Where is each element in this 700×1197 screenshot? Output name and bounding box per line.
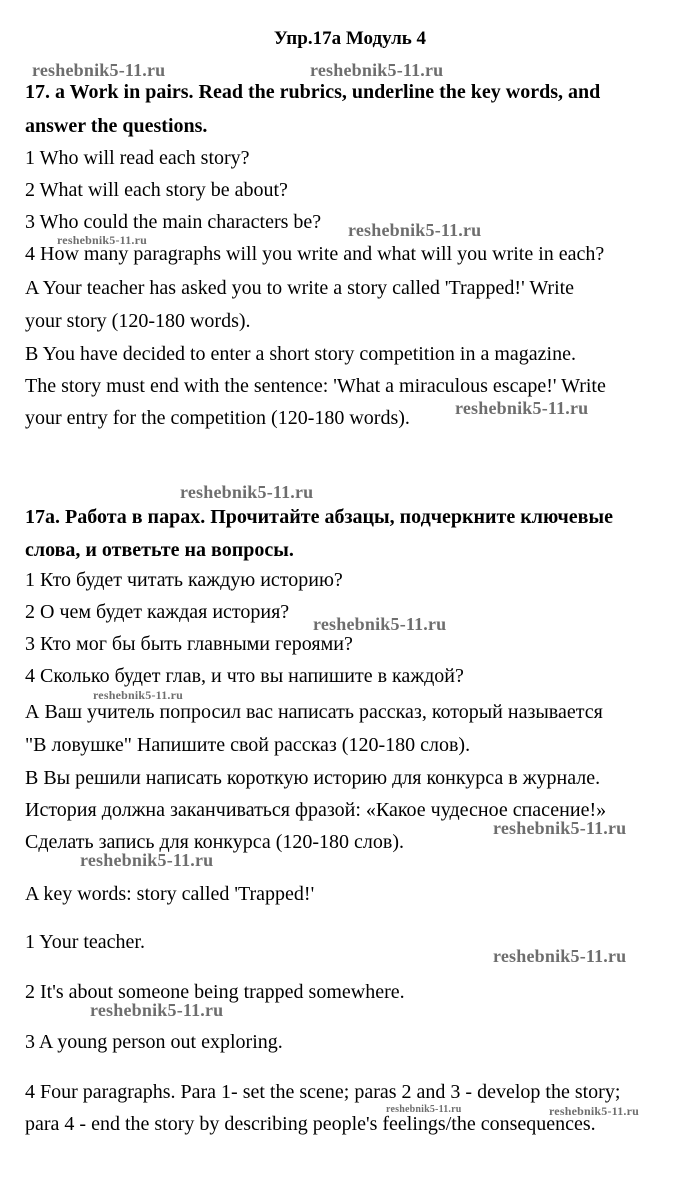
english-question-2: 2 What will each story be about? — [25, 179, 288, 201]
russian-question-4: 4 Сколько будет глав, и что вы напишите в каждой? — [25, 665, 464, 687]
english-question-3: 3 Who could the main characters be? — [25, 211, 322, 233]
watermark: reshebnik5-11.ru — [80, 850, 214, 870]
watermark: reshebnik5-11.ru — [93, 688, 183, 702]
english-rubric-a-line-1: A Your teacher has asked you to write a story called 'Trapped!' Write — [25, 277, 575, 299]
watermark: reshebnik5-11.ru — [180, 482, 314, 502]
english-heading-line-1: 17. a Work in pairs. Read the rubrics, underline the key words, and — [25, 81, 601, 103]
watermark: reshebnik5-11.ru — [90, 1000, 224, 1020]
watermark: reshebnik5-11.ru — [386, 1104, 462, 1115]
russian-rubric-b-line-3: Сделать запись для конкурса (120-180 слов). — [25, 831, 404, 853]
answer-1: 1 Your teacher. — [25, 931, 145, 953]
russian-question-2: 2 О чем будет каждая история? — [25, 601, 290, 623]
answer-2: 2 It's about someone being trapped somewhere. — [25, 981, 405, 1003]
english-rubric-a-line-2: your story (120-180 words). — [25, 310, 251, 332]
english-rubric-b-line-1: B You have decided to enter a short story competition in a magazine. — [25, 343, 576, 365]
english-rubric-b-line-2: The story must end with the sentence: 'What a miraculous escape!' Write — [25, 375, 606, 397]
answer-4-line-2: para 4 - end the story by describing people's feelings/the consequences. — [25, 1113, 596, 1135]
watermark: reshebnik5-11.ru — [493, 946, 627, 966]
answer-4-line-1: 4 Four paragraphs. Para 1- set the scene; paras 2 and 3 - develop the story; — [25, 1081, 621, 1103]
page-title: Упр.17а Модуль 4 — [273, 28, 427, 49]
english-rubric-b-line-3: your entry for the competition (120-180 words). — [25, 407, 410, 429]
russian-heading-line-2: слова, и ответьте на вопросы. — [25, 539, 294, 561]
russian-rubric-a-line-2: "В ловушке" Напишите свой рассказ (120-180 слов). — [25, 734, 471, 756]
watermark: reshebnik5-11.ru — [455, 398, 589, 418]
answer-3: 3 A young person out exploring. — [25, 1031, 283, 1053]
russian-rubric-b-line-1: В Вы решили написать короткую историю для конкурса в журнале. — [25, 767, 601, 789]
russian-question-1: 1 Кто будет читать каждую историю? — [25, 569, 343, 591]
watermark: reshebnik5-11.ru — [57, 233, 147, 247]
english-question-4: 4 How many paragraphs will you write and what will you write in each? — [25, 243, 605, 265]
watermark: reshebnik5-11.ru — [32, 60, 166, 80]
watermark: reshebnik5-11.ru — [313, 614, 447, 634]
english-heading-line-2: answer the questions. — [25, 115, 208, 137]
russian-question-3: 3 Кто мог бы быть главными героями? — [25, 633, 353, 655]
russian-rubric-a-line-1: А Ваш учитель попросил вас написать рассказ, который называется — [25, 701, 603, 723]
answer-key-words: A key words: story called 'Trapped!' — [25, 883, 315, 905]
watermark: reshebnik5-11.ru — [348, 220, 482, 240]
english-question-1: 1 Who will read each story? — [25, 147, 250, 169]
russian-heading-line-1: 17a. Работа в парах. Прочитайте абзацы, подчеркните ключевые — [25, 506, 613, 528]
watermark: reshebnik5-11.ru — [493, 818, 627, 838]
russian-rubric-b-line-2: История должна заканчиваться фразой: «Какое чудесное спасение!» — [25, 799, 607, 821]
watermark: reshebnik5-11.ru — [310, 60, 444, 80]
watermark: reshebnik5-11.ru — [549, 1104, 639, 1118]
